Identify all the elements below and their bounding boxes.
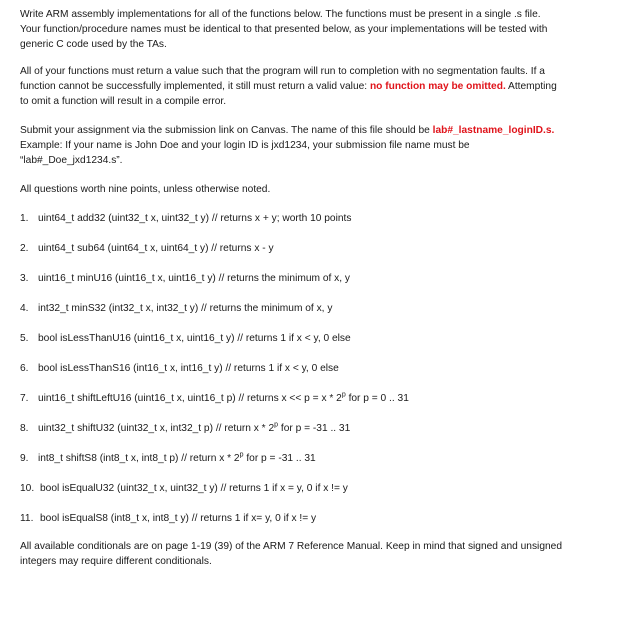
intro-line-2: Your function/procedure names must be identical to that presented below, as your implementations will be tested with [20,24,548,35]
question-number: 4. [20,303,29,314]
question-text-end: for p = 0 .. 31 [345,393,409,404]
question-number: 10. [20,483,35,494]
requirements-line-2 [20,79,626,94]
question-number: 5. [20,333,29,344]
file-name-period: . [551,125,555,136]
submission-line-2: Example: If your name is John Doe and your login ID is jxd1234, your submission file name must be [20,140,470,151]
question-number: 11. [20,513,34,524]
question-text: bool isEqualU32 (uint32_t x, uint32_t y) // returns 1 if x = y, 0 if x != y [40,483,348,494]
question-number: 9. [20,453,29,464]
question-number: 6. [20,363,29,374]
question-text: uint64_t sub64 (uint64_t x, uint64_t y) // returns x - y [38,243,274,254]
question-text: uint16_t minU16 (uint16_t x, uint16_t y) // returns the minimum of x, y [38,273,350,284]
question-item [20,421,626,436]
footer-line-1: All available conditionals are on page 1-19 (39) of the ARM 7 Reference Manual. Keep in mind that signed and unsigned [20,541,562,552]
question-number: 2. [20,243,29,254]
question-text: bool isLessThanS16 (int16_t x, int16_t y) // returns 1 if x < y, 0 else [38,363,339,374]
question-item [20,391,626,406]
question-item [20,241,626,256]
requirements-paragraph [20,64,626,109]
question-item [20,361,626,376]
question-number: 8. [20,423,29,434]
question-text: bool isLessThanU16 (uint16_t x, uint16_t y) // returns 1 if x < y, 0 else [38,333,351,344]
question-item [20,511,626,526]
submission-line-3: “lab#_Doe_jxd1234.s”. [20,155,123,166]
points-note: All questions worth nine points, unless otherwise noted. [20,184,271,195]
question-item [20,331,626,346]
requirements-line-3: to omit a function will result in a compile error. [20,96,227,107]
question-item [20,301,626,316]
footer-paragraph [20,539,626,569]
question-text: uint64_t add32 (uint32_t x, uint32_t y) // returns x + y; worth 10 points [38,213,352,224]
question-text [38,391,409,406]
no-omit-warning: no function may be omitted. [369,81,506,92]
intro-line-1: Write ARM assembly implementations for all of the functions below. The functions must be present in a single .s file. [20,9,541,20]
footer-line-2: integers may require different conditionals. [20,556,212,567]
file-name-format: lab#_lastname_loginID.s [432,125,552,136]
submission-paragraph [20,123,626,168]
question-number: 3. [20,273,29,284]
submission-line-1 [20,123,626,138]
question-number: 7. [20,393,29,404]
question-text [38,421,350,436]
question-text-start: uint32_t shiftU32 (uint32_t x, int32_t p) // return x * 2 [38,423,275,434]
question-text: bool isEqualS8 (int8_t x, int8_t y) // returns 1 if x= y, 0 if x != y [40,513,317,524]
question-item [20,271,626,286]
question-item [20,481,626,496]
question-item [20,451,626,466]
exponent: p [274,421,279,429]
question-item [20,211,626,226]
requirements-line-2-start: function cannot be successfully implemented, it still must return a valid value: [20,81,370,92]
exponent: p [341,391,346,399]
intro-paragraph [20,7,626,52]
question-number: 1. [20,213,29,224]
exponent: p [239,451,244,459]
question-text [38,451,316,466]
question-text-start: int8_t shiftS8 (int8_t x, int8_t p) // return x * 2 [38,453,240,464]
requirements-line-2-end: Attempting [505,81,557,92]
requirements-line-1: All of your functions must return a value such that the program will run to completion with no segmentation faults. If a [20,66,545,77]
intro-line-3: generic C code used by the TAs. [20,39,167,50]
question-text-end: for p = -31 .. 31 [278,423,351,434]
question-text: int32_t minS32 (int32_t x, int32_t y) // returns the minimum of x, y [38,303,333,314]
question-text-end: for p = -31 .. 31 [243,453,316,464]
question-list [20,211,626,526]
submission-line-1-start: Submit your assignment via the submission link on Canvas. The name of this file should be [20,125,433,136]
question-text-start: uint16_t shiftLeftU16 (uint16_t x, uint16_t p) // returns x << p = x * 2 [38,393,342,404]
